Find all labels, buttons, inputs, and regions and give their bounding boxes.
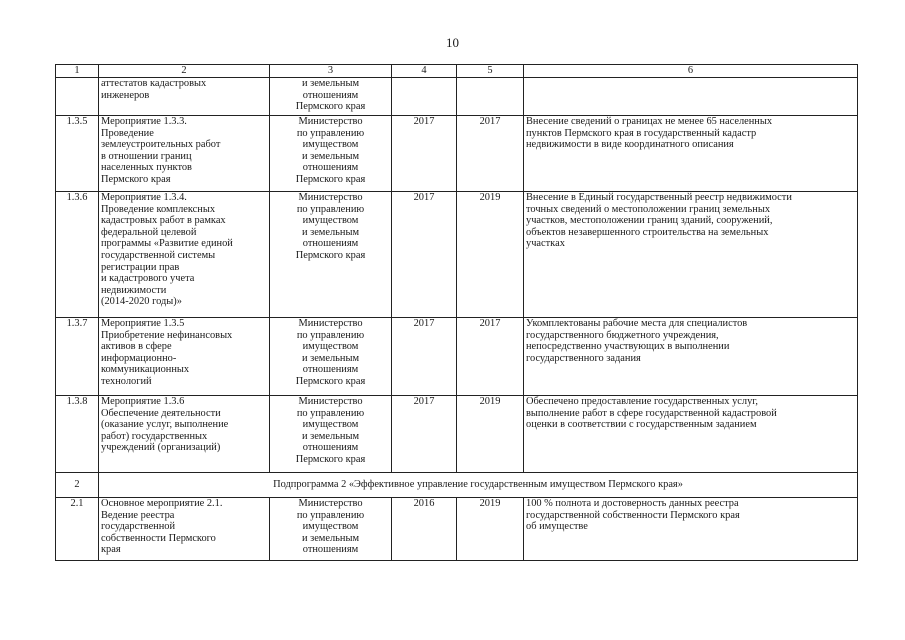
- row-number: 1.3.5: [56, 116, 99, 192]
- measure-name: Мероприятие 1.3.6 Обеспечение деятельности (оказание услуг, выполнение работ) государственных учреждений (организаций): [99, 396, 270, 473]
- row-number: [56, 78, 99, 116]
- expected-result: [524, 78, 858, 116]
- start-year: 2017: [392, 192, 457, 318]
- column-header: 4: [392, 65, 457, 78]
- page-number: 10: [446, 35, 459, 50]
- row-number: 2.1: [56, 498, 99, 561]
- measures-table: [55, 64, 858, 561]
- expected-result: Обеспечено предоставление государственных услуг, выполнение работ в сфере государственной кадастровой оценки в соответствии с государственным заданием: [524, 396, 858, 473]
- row-number: 1.3.8: [56, 396, 99, 473]
- column-header: 6: [524, 65, 858, 78]
- responsible-executor: Министерство по управлению имуществом и земельным отношениям Пермского края: [270, 396, 392, 473]
- measure-name: Мероприятие 1.3.5 Приобретение нефинансовых активов в сфере информационно- коммуникационных технологий: [99, 318, 270, 396]
- responsible-executor: Министерство по управлению имуществом и земельным отношениям Пермского края: [270, 192, 392, 318]
- subprogram-title: Подпрограмма 2 «Эффективное управление государственным имуществом Пермского края»: [99, 473, 858, 498]
- start-year: 2017: [392, 318, 457, 396]
- expected-result: Укомплектованы рабочие места для специалистов государственного бюджетного учреждения, непосредственно участвующих в выполнении государственного задания: [524, 318, 858, 396]
- column-number-row: [56, 65, 858, 78]
- column-header: 3: [270, 65, 392, 78]
- start-year: [392, 78, 457, 116]
- table-row: [56, 78, 858, 116]
- measure-name: Мероприятие 1.3.4. Проведение комплексных кадастровых работ в рамках федеральной целевой программы «Развитие единой государственной системы регистрации прав и кадастрового учета недвижимости (2014-2020 годы)»: [99, 192, 270, 318]
- table-row: [56, 396, 858, 473]
- expected-result: 100 % полнота и достоверность данных реестра государственной собственности Пермского края об имуществе: [524, 498, 858, 561]
- subprogram-row: [56, 473, 858, 498]
- responsible-executor: Министерство по управлению имуществом и земельным отношениям: [270, 498, 392, 561]
- start-year: 2017: [392, 116, 457, 192]
- row-number: 1.3.7: [56, 318, 99, 396]
- column-header: 1: [56, 65, 99, 78]
- responsible-executor: Министерство по управлению имуществом и земельным отношениям Пермского края: [270, 116, 392, 192]
- column-header: 2: [99, 65, 270, 78]
- end-year: 2017: [457, 116, 524, 192]
- responsible-executor: Министерство по управлению имуществом и земельным отношениям Пермского края: [270, 318, 392, 396]
- table-row: [56, 318, 858, 396]
- column-header: 5: [457, 65, 524, 78]
- table-row: [56, 116, 858, 192]
- end-year: 2019: [457, 396, 524, 473]
- row-number: 1.3.6: [56, 192, 99, 318]
- responsible-executor: и земельным отношениям Пермского края: [270, 78, 392, 116]
- expected-result: Внесение сведений о границах не менее 65 населенных пунктов Пермского края в государственный кадастр недвижимости в виде координатного описания: [524, 116, 858, 192]
- table-row: [56, 498, 858, 561]
- table-row: [56, 192, 858, 318]
- subprogram-number: 2: [56, 473, 99, 498]
- end-year: 2019: [457, 498, 524, 561]
- measure-name: Мероприятие 1.3.3. Проведение землеустроительных работ в отношении границ населенных пунктов Пермского края: [99, 116, 270, 192]
- end-year: [457, 78, 524, 116]
- end-year: 2017: [457, 318, 524, 396]
- measure-name: Основное мероприятие 2.1. Ведение реестра государственной собственности Пермского края: [99, 498, 270, 561]
- expected-result: Внесение в Единый государственный реестр недвижимости точных сведений о местоположении границ земельных участков, местоположении границ зданий, сооружений, объектов незавершенного строительства на земельных участках: [524, 192, 858, 318]
- end-year: 2019: [457, 192, 524, 318]
- measure-name: аттестатов кадастровых инженеров: [99, 78, 270, 116]
- start-year: 2017: [392, 396, 457, 473]
- start-year: 2016: [392, 498, 457, 561]
